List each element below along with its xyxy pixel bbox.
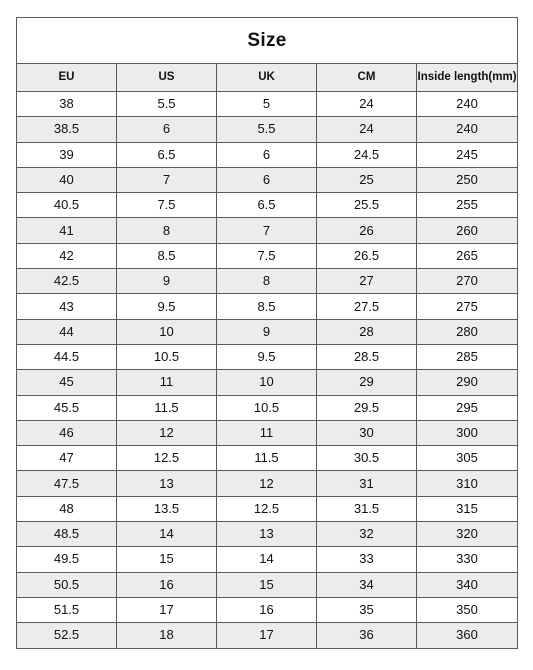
- table-row: [17, 597, 518, 622]
- cell-inside-length: 240: [417, 92, 518, 117]
- cell-inside-length: 330: [417, 547, 518, 572]
- cell-us: 9: [117, 269, 217, 294]
- cell-us: 11.5: [117, 395, 217, 420]
- cell-cm: 28.5: [317, 344, 417, 369]
- cell-eu: 50.5: [17, 572, 117, 597]
- cell-uk: 10: [217, 370, 317, 395]
- header-row: [17, 64, 518, 92]
- cell-inside-length: 250: [417, 167, 518, 192]
- cell-uk: 16: [217, 597, 317, 622]
- table-row: [17, 395, 518, 420]
- cell-cm: 25.5: [317, 193, 417, 218]
- cell-eu: 38: [17, 92, 117, 117]
- cell-uk: 12: [217, 471, 317, 496]
- cell-inside-length: 295: [417, 395, 518, 420]
- table-row: [17, 522, 518, 547]
- cell-uk: 9.5: [217, 344, 317, 369]
- cell-cm: 29.5: [317, 395, 417, 420]
- cell-us: 12: [117, 420, 217, 445]
- cell-cm: 26: [317, 218, 417, 243]
- cell-inside-length: 275: [417, 294, 518, 319]
- cell-cm: 30.5: [317, 446, 417, 471]
- title-row: [17, 18, 518, 64]
- table-row: [17, 167, 518, 192]
- column-header-cm: CM: [317, 64, 417, 92]
- cell-uk: 13: [217, 522, 317, 547]
- cell-eu: 49.5: [17, 547, 117, 572]
- table-body: [17, 92, 518, 649]
- cell-cm: 29: [317, 370, 417, 395]
- cell-uk: 6: [217, 142, 317, 167]
- cell-inside-length: 305: [417, 446, 518, 471]
- cell-inside-length: 270: [417, 269, 518, 294]
- cell-eu: 42: [17, 243, 117, 268]
- table-row: [17, 269, 518, 294]
- cell-eu: 40.5: [17, 193, 117, 218]
- table-row: [17, 319, 518, 344]
- cell-cm: 25: [317, 167, 417, 192]
- cell-eu: 44.5: [17, 344, 117, 369]
- cell-us: 7: [117, 167, 217, 192]
- cell-cm: 35: [317, 597, 417, 622]
- cell-uk: 8: [217, 269, 317, 294]
- cell-inside-length: 350: [417, 597, 518, 622]
- cell-eu: 46: [17, 420, 117, 445]
- table-row: [17, 420, 518, 445]
- cell-cm: 28: [317, 319, 417, 344]
- size-chart: [16, 17, 517, 649]
- table-row: [17, 193, 518, 218]
- cell-eu: 40: [17, 167, 117, 192]
- cell-eu: 48.5: [17, 522, 117, 547]
- cell-inside-length: 245: [417, 142, 518, 167]
- cell-us: 12.5: [117, 446, 217, 471]
- column-header-inside-length: Inside length(mm): [417, 64, 518, 92]
- table-row: [17, 218, 518, 243]
- cell-cm: 24.5: [317, 142, 417, 167]
- cell-uk: 10.5: [217, 395, 317, 420]
- cell-uk: 7: [217, 218, 317, 243]
- cell-inside-length: 260: [417, 218, 518, 243]
- cell-eu: 51.5: [17, 597, 117, 622]
- cell-cm: 24: [317, 117, 417, 142]
- cell-uk: 6.5: [217, 193, 317, 218]
- cell-cm: 36: [317, 623, 417, 648]
- table-row: [17, 547, 518, 572]
- column-header-eu: EU: [17, 64, 117, 92]
- table-row: [17, 294, 518, 319]
- cell-inside-length: 340: [417, 572, 518, 597]
- cell-uk: 11: [217, 420, 317, 445]
- cell-uk: 7.5: [217, 243, 317, 268]
- cell-inside-length: 255: [417, 193, 518, 218]
- cell-us: 17: [117, 597, 217, 622]
- cell-us: 7.5: [117, 193, 217, 218]
- cell-uk: 14: [217, 547, 317, 572]
- cell-eu: 48: [17, 496, 117, 521]
- cell-eu: 52.5: [17, 623, 117, 648]
- cell-uk: 8.5: [217, 294, 317, 319]
- cell-uk: 9: [217, 319, 317, 344]
- column-header-us: US: [117, 64, 217, 92]
- cell-uk: 12.5: [217, 496, 317, 521]
- cell-cm: 30: [317, 420, 417, 445]
- cell-eu: 38.5: [17, 117, 117, 142]
- cell-us: 9.5: [117, 294, 217, 319]
- table-row: [17, 92, 518, 117]
- cell-cm: 27: [317, 269, 417, 294]
- cell-eu: 44: [17, 319, 117, 344]
- cell-inside-length: 315: [417, 496, 518, 521]
- cell-us: 6: [117, 117, 217, 142]
- cell-us: 14: [117, 522, 217, 547]
- table-row: [17, 623, 518, 648]
- cell-cm: 27.5: [317, 294, 417, 319]
- cell-cm: 33: [317, 547, 417, 572]
- cell-cm: 26.5: [317, 243, 417, 268]
- cell-cm: 31.5: [317, 496, 417, 521]
- cell-inside-length: 280: [417, 319, 518, 344]
- cell-us: 8: [117, 218, 217, 243]
- cell-inside-length: 310: [417, 471, 518, 496]
- cell-us: 13.5: [117, 496, 217, 521]
- cell-eu: 43: [17, 294, 117, 319]
- cell-cm: 34: [317, 572, 417, 597]
- table-row: [17, 243, 518, 268]
- cell-inside-length: 320: [417, 522, 518, 547]
- cell-eu: 45: [17, 370, 117, 395]
- table-row: [17, 572, 518, 597]
- cell-us: 18: [117, 623, 217, 648]
- cell-uk: 17: [217, 623, 317, 648]
- cell-eu: 39: [17, 142, 117, 167]
- cell-inside-length: 360: [417, 623, 518, 648]
- cell-us: 6.5: [117, 142, 217, 167]
- size-table: [16, 17, 518, 649]
- cell-inside-length: 285: [417, 344, 518, 369]
- cell-eu: 47.5: [17, 471, 117, 496]
- cell-uk: 15: [217, 572, 317, 597]
- table-title: Size: [17, 18, 518, 64]
- cell-eu: 42.5: [17, 269, 117, 294]
- cell-uk: 6: [217, 167, 317, 192]
- cell-us: 13: [117, 471, 217, 496]
- cell-us: 16: [117, 572, 217, 597]
- cell-inside-length: 300: [417, 420, 518, 445]
- cell-us: 15: [117, 547, 217, 572]
- cell-eu: 41: [17, 218, 117, 243]
- cell-uk: 5.5: [217, 117, 317, 142]
- cell-inside-length: 240: [417, 117, 518, 142]
- table-row: [17, 142, 518, 167]
- cell-us: 10: [117, 319, 217, 344]
- cell-us: 8.5: [117, 243, 217, 268]
- table-row: [17, 117, 518, 142]
- cell-cm: 24: [317, 92, 417, 117]
- cell-inside-length: 265: [417, 243, 518, 268]
- cell-eu: 45.5: [17, 395, 117, 420]
- cell-uk: 5: [217, 92, 317, 117]
- cell-cm: 32: [317, 522, 417, 547]
- table-row: [17, 446, 518, 471]
- cell-eu: 47: [17, 446, 117, 471]
- table-row: [17, 370, 518, 395]
- cell-us: 10.5: [117, 344, 217, 369]
- table-row: [17, 344, 518, 369]
- cell-us: 11: [117, 370, 217, 395]
- cell-inside-length: 290: [417, 370, 518, 395]
- cell-uk: 11.5: [217, 446, 317, 471]
- table-row: [17, 471, 518, 496]
- table-row: [17, 496, 518, 521]
- cell-us: 5.5: [117, 92, 217, 117]
- cell-cm: 31: [317, 471, 417, 496]
- column-header-uk: UK: [217, 64, 317, 92]
